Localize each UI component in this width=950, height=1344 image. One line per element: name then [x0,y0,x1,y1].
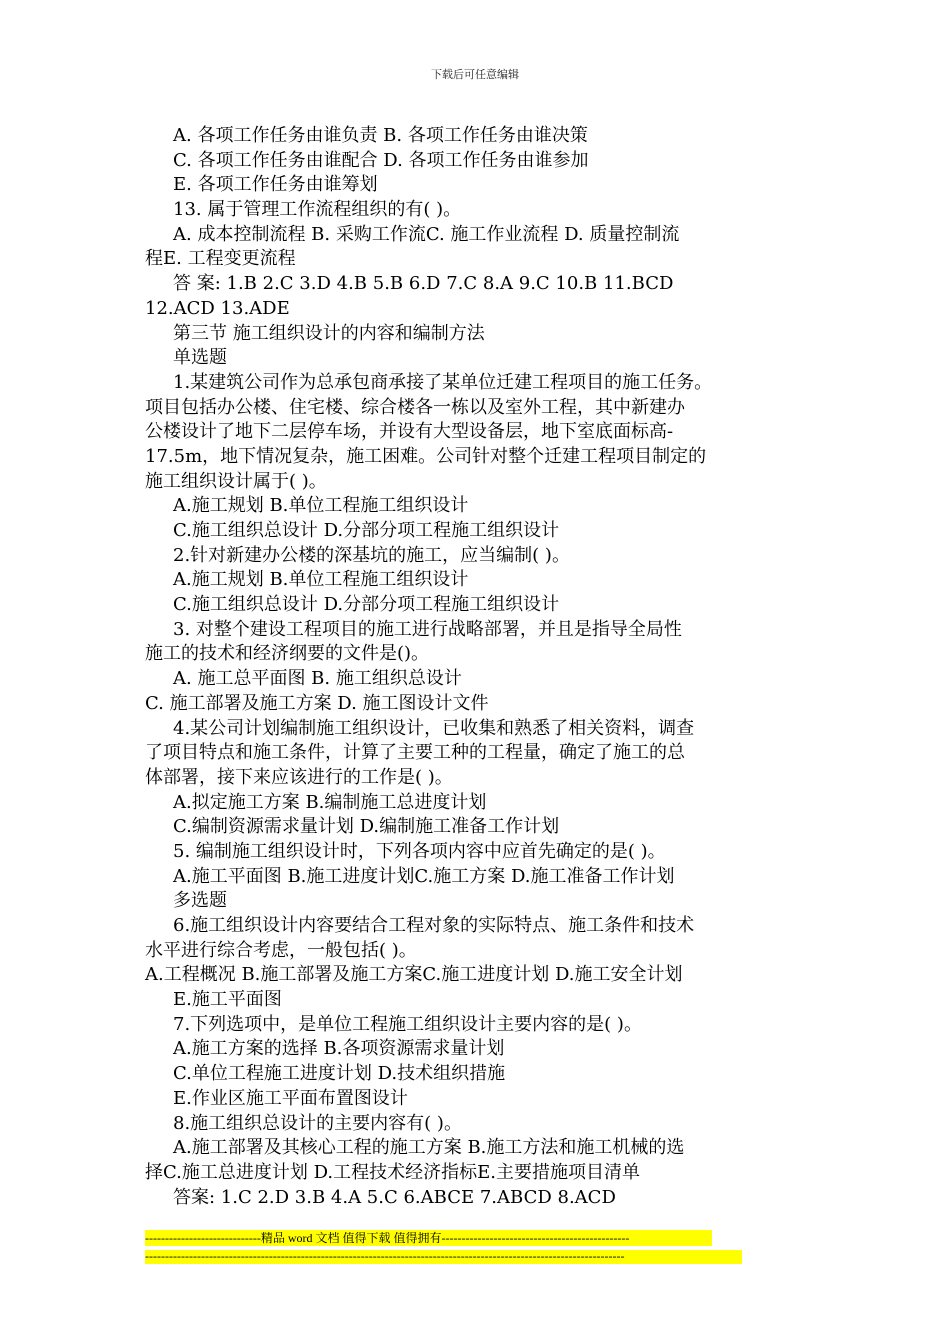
text-line: A.施工平面图 B.施工进度计划C.施工方案 D.施工准备工作计划 [173,865,675,887]
text-line: 8.施工组织总设计的主要内容有( )。 [173,1112,462,1134]
text-line: 单选题 [173,347,227,369]
text-line: E. 各项工作任务由谁筹划 [173,174,378,196]
footer-line-2: ------------------------------------------------------------------------------------------------------------------------ [145,1250,742,1264]
text-line: C.施工组织总设计 D.分部分项工程施工组织设计 [173,594,560,616]
text-line: A.施工规划 B.单位工程施工组织设计 [173,569,469,591]
text-line: 择C.施工总进度计划 D.工程技术经济指标E.主要措施项目清单 [145,1161,640,1183]
text-line: 1.某建筑公司作为总承包商承接了某单位迁建工程项目的施工任务。 [173,371,713,393]
text-line: 第三节 施工组织设计的内容和编制方法 [173,322,485,344]
text-line: 6.施工组织设计内容要结合工程对象的实际特点、施工条件和技术 [173,915,695,936]
text-line: 施工的技术和经济纲要的文件是()。 [145,643,430,665]
text-line: C.单位工程施工进度计划 D.技术组织措施 [173,1063,506,1085]
text-line: E.作业区施工平面布置图设计 [173,1087,408,1109]
text-line: 体部署，接下来应该进行的工作是( )。 [145,766,453,788]
text-line: 4.某公司计划编制施工组织设计，已收集和熟悉了相关资料，调查 [173,717,695,739]
text-line: A.施工规划 B.单位工程施工组织设计 [173,495,469,517]
page-header: 下载后可任意编辑 [431,68,519,81]
text-line: 13. 属于管理工作流程组织的有( )。 [173,199,462,221]
text-line: 3. 对整个建设工程项目的施工进行战略部署，并且是指导全局性 [173,618,682,640]
text-line: A.工程概况 B.施工部署及施工方案C.施工进度计划 D.施工安全计划 [145,964,683,986]
text-line: C. 各项工作任务由谁配合 D. 各项工作任务由谁参加 [173,149,589,171]
text-line: 程E. 工程变更流程 [145,248,296,270]
document-body [145,124,810,1210]
text-line: C.施工组织总设计 D.分部分项工程施工组织设计 [173,520,560,541]
text-line: 7.下列选项中，是单位工程施工组织设计主要内容的是( )。 [173,1013,642,1035]
text-line: 5. 编制施工组织设计时，下列各项内容中应首先确定的是( )。 [173,840,666,862]
text-line: A.施工部署及其核心工程的施工方案 B.施工方法和施工机械的选 [173,1137,685,1159]
text-line: 2.针对新建办公楼的深基坑的施工，应当编制( )。 [173,544,570,566]
text-line: A. 施工总平面图 B. 施工组织总设计 [173,668,462,690]
footer-banner [145,1230,745,1264]
text-line: 施工组织设计属于( )。 [145,470,327,492]
text-line: 项目包括办公楼、住宅楼、综合楼各一栋以及室外工程，其中新建办 [145,396,685,418]
text-line: A. 成本控制流程 B. 采购工作流C. 施工作业流程 D. 质量控制流 [173,223,680,245]
text-line: 答案: 1.C 2.D 3.B 4.A 5.C 6.ABCE 7.ABCD 8.ACD [173,1186,616,1208]
text-line: E.施工平面图 [173,989,282,1011]
text-line: A.施工方案的选择 B.各项资源需求量计划 [173,1038,505,1060]
text-line: 答 案: 1.B 2.C 3.D 4.B 5.B 6.D 7.C 8.A 9.C 10.B 11.BCD [173,273,674,295]
text-line: 公楼设计了地下二层停车场，并设有大型设备层，地下室底面标高- [145,421,674,443]
text-line: 多选题 [173,890,227,912]
text-line: 17.5m，地下情况复杂，施工困难。公司针对整个迁建工程项目制定的 [145,445,707,467]
text-line: A. 各项工作任务由谁负责 B. 各项工作任务由谁决策 [173,125,588,146]
text-line: 12.ACD 13.ADE [145,297,290,319]
footer-line-1: -----------------------------精品 word 文档 值得下载 值得拥有----------------------------------------------- [145,1230,712,1246]
text-line: 水平进行综合考虑，一般包括( )。 [145,939,417,961]
text-line: C.编制资源需求量计划 D.编制施工准备工作计划 [173,816,560,838]
text-line: 了项目特点和施工条件，计算了主要工种的工程量，确定了施工的总 [145,742,685,764]
text-line: C. 施工部署及施工方案 D. 施工图设计文件 [145,692,489,714]
text-line: A.拟定施工方案 B.编制施工总进度计划 [173,791,487,813]
